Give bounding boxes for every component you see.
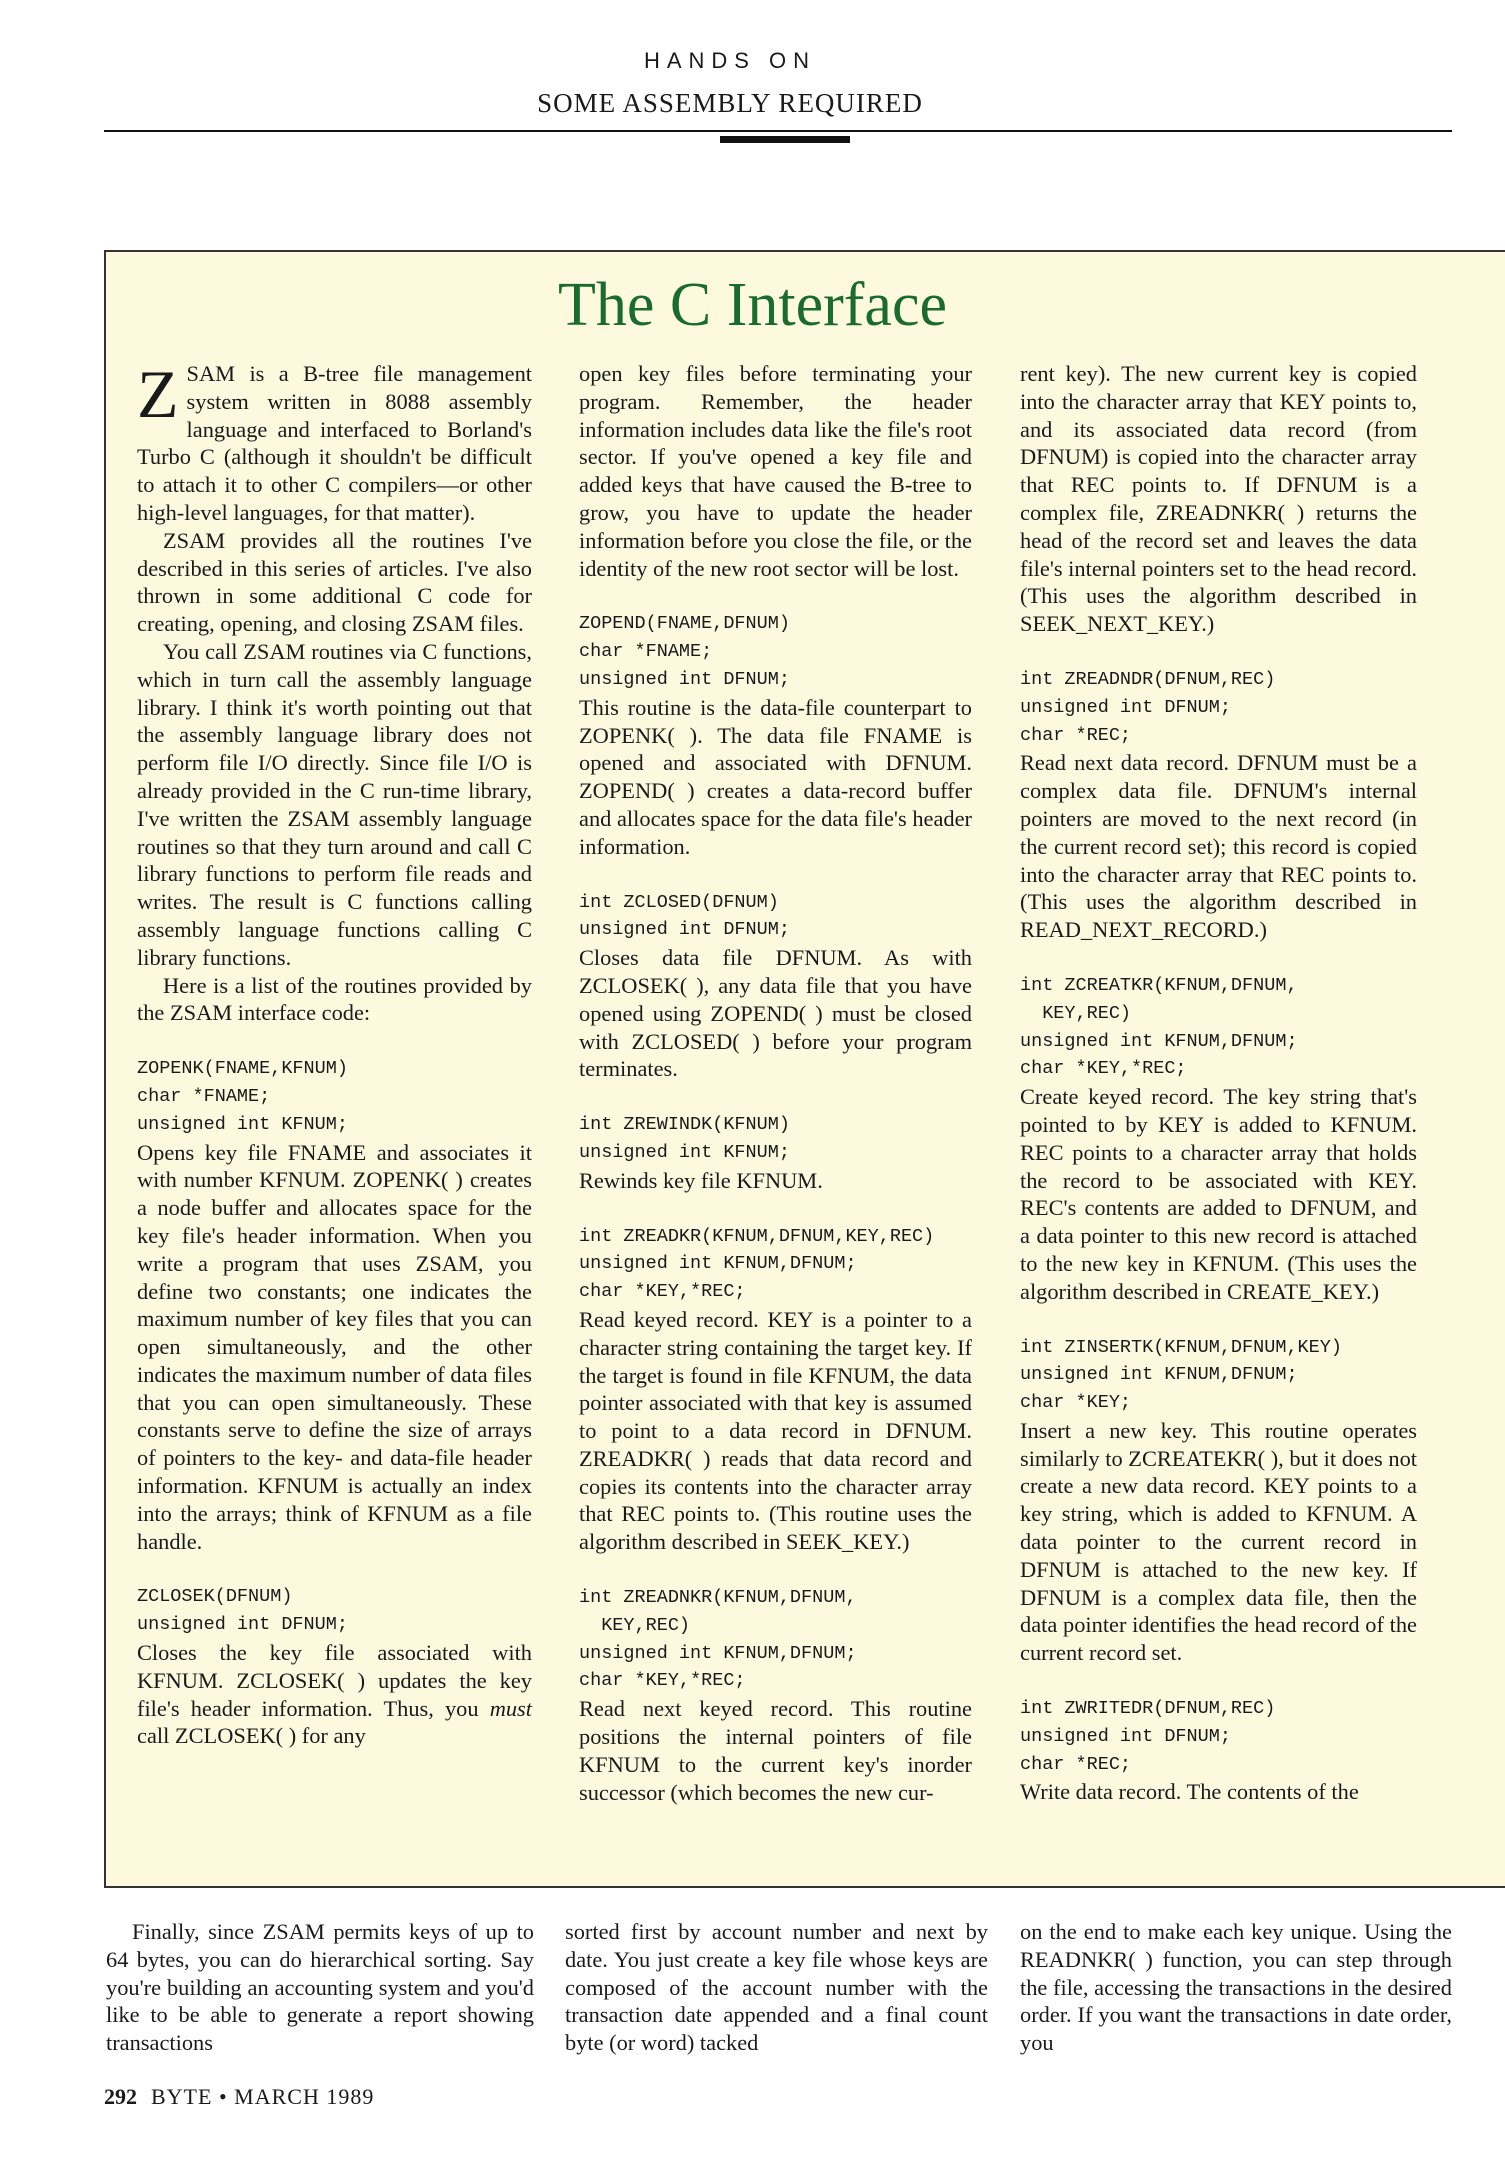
paragraph: Here is a list of the routines provided by the ZSAM interface code:: [137, 972, 532, 1026]
code-zinsertk: int ZINSERTK(KFNUM,DFNUM,KEY) unsigned int KFNUM,DFNUM; char *KEY;: [1020, 1336, 1342, 1414]
body-column-2: sorted first by account number and next by date. You just create a key file whose keys are composed of the account number with the transaction date appended and a final count byte (or word) tacked: [565, 1919, 988, 2056]
code-zopend: ZOPEND(FNAME,DFNUM) char *FNAME; unsigned int DFNUM;: [579, 613, 790, 690]
desc-zopend: This routine is the data-file counterpart to ZOPENK( ). The data file FNAME is opened and associated with DFNUM. ZOPEND( ) creates a data-record buffer and allocates space for the data file's header information.: [579, 694, 972, 859]
code-zrewindk: int ZREWINDK(KFNUM) unsigned int KFNUM;: [579, 1114, 790, 1163]
sidebar-column-3: [1020, 360, 1417, 1806]
sidebar-title: The C Interface: [558, 271, 947, 339]
body-column-1: Finally, since ZSAM permits keys of up to 64 bytes, you can do hierarchical sorting. Say you're building an accounting system and you'd like to be able to generate a report showing transactions: [106, 1919, 534, 2056]
paragraph: rent key). The new current key is copied into the character array that KEY points to, and its associated data record (from DFNUM) is copied into the character array that REC points to. If DFNUM is a complex file, ZREADNKR( ) returns the head of the record set and leaves the data file's internal pointers set to the head record. (This uses the algorithm described in SEEK_NEXT_KEY.): [1020, 361, 1417, 637]
desc-zrewindk: Rewinds key file KFNUM.: [579, 1167, 823, 1193]
desc-zwritedr: Write data record. The contents of the: [1020, 1779, 1359, 1805]
intro-paragraph: ZSAM is a B-tree file management system written in 8088 assembly language and interfaced to Borland's Turbo C (although it shouldn't be difficult to attach it to other C compilers—or other high-level languages, for that matter).: [137, 356, 532, 525]
desc-zcreatkr: Create keyed record. The key string that's pointed to by KEY is added to KFNUM. REC points to a character array that holds the record to be associated with KEY. REC's contents are added to DFNUM, and a data pointer to this new record is attached to the new key in KFNUM. (This uses the algorithm described in CREATE_KEY.): [1020, 1084, 1417, 1304]
paragraph: ZSAM provides all the routines I've described in this series of articles. I've also thrown in some additional C code for creating, opening, and closing ZSAM files.: [137, 527, 532, 637]
sidebar-column-1: [137, 356, 532, 1750]
desc-zreadndr: Read next data record. DFNUM must be a complex data file. DFNUM's internal pointers are moved to the next record (in the current record set); this record is copied into the character array that REC points to. (This uses the algorithm described in READ_NEXT_RECORD.): [1020, 750, 1417, 943]
code-zclosek: ZCLOSEK(DFNUM) unsigned int DFNUM;: [137, 1586, 348, 1636]
body-column-3: on the end to make each key unique. Using the READNKR( ) function, you can step through the file, accessing the transactions in the desired order. If you want the transactions in date order, you: [1020, 1919, 1452, 2056]
drop-cap: Z: [137, 356, 179, 432]
paragraph: You call ZSAM routines via C functions, which in turn call the assembly language library. I think it's worth pointing out that the assembly language library does not perform file I/O directly. Since file I/O is already provided in the C run-time library, I've written the ZSAM assembly language routines so that they turn around and call C library functions to perform file reads and writes. The result is C functions calling assembly language functions calling C library functions.: [137, 638, 532, 970]
section-title: SOME ASSEMBLY REQUIRED: [537, 88, 923, 118]
code-zclosed: int ZCLOSED(DFNUM) unsigned int DFNUM;: [579, 891, 790, 941]
header-rule-bar: [720, 136, 850, 143]
section-kicker: HANDS ON: [643, 48, 817, 73]
sidebar-column-2: [579, 360, 972, 1806]
header-rule: [104, 130, 1452, 132]
code-zopenk: ZOPENK(FNAME,KFNUM) char *FNAME; unsigned int KFNUM;: [137, 1058, 348, 1135]
desc-zreadnkr: Read next keyed record. This routine positions the internal pointers of file KFNUM to the current key's inorder successor (which becomes the new cur-: [579, 1696, 972, 1805]
code-zreadndr: int ZREADNDR(DFNUM,REC) unsigned int DFNUM; char *REC;: [1020, 668, 1276, 746]
paragraph: open key files before terminating your program. Remember, the header information includes data like the file's root sector. If you've opened a key file and added keys that have caused the B-tree to grow, you have to update the header information before you close the file, or the identity of the new root sector will be lost.: [579, 361, 972, 581]
code-zcreatkr: int ZCREATKR(KFNUM,DFNUM, KEY,REC) unsigned int KFNUM,DFNUM; char *KEY,*REC;: [1020, 974, 1298, 1080]
desc-zinsertk: Insert a new key. This routine operates similarly to ZCREATEKR( ), but it does not create a new data record. KEY points to a key string, which is added to KFNUM. A data pointer to the current record in DFNUM is attached to the new key. If DFNUM is a complex data file, then the data pointer identifies the head record of the current record set.: [1020, 1417, 1417, 1666]
desc-zclosed: Closes data file DFNUM. As with ZCLOSEK( ), any data file that you have opened using ZOPEND( ) must be closed with ZCLOSED( ) before your program terminates.: [579, 945, 972, 1082]
code-zwritedr: int ZWRITEDR(DFNUM,REC) unsigned int DFNUM; char *REC;: [1020, 1698, 1276, 1775]
page-footer: [104, 2084, 374, 2110]
page-number: 292: [104, 2084, 137, 2109]
code-zreadnkr: int ZREADNKR(KFNUM,DFNUM, KEY,REC) unsigned int KFNUM,DFNUM; char *KEY,*REC;: [579, 1587, 857, 1692]
publication-line: BYTE • MARCH 1989: [151, 2084, 375, 2109]
desc-zclosek: Closes the key file associated with KFNUM. ZCLOSEK( ) updates the key file's header information. Thus, you must call ZCLOSEK( ) for any: [137, 1640, 532, 1749]
desc-zreadkr: Read keyed record. KEY is a pointer to a character string containing the target key. If the target is found in file KFNUM, the data pointer associated with that key is assumed to point to a data record in DFNUM. ZREADKR( ) reads that data record and copies its contents into the character array that REC points to. (This routine uses the algorithm described in SEEK_KEY.): [579, 1306, 972, 1555]
code-zreadkr: int ZREADKR(KFNUM,DFNUM,KEY,REC) unsigned int KFNUM,DFNUM; char *KEY,*REC;: [579, 1225, 935, 1303]
desc-zopenk: Opens key file FNAME and associates it with number KFNUM. ZOPENK( ) creates a node buffer and allocates space for the key file's header information. When you write a program that uses ZSAM, you define two constants; one indicates the maximum number of key files that you can open simultaneously, and the other indicates the maximum number of data files that you can open simultaneously. These constants serve to define the size of arrays of pointers to the key- and data-file header information. KFNUM is actually an index into the arrays; think of KFNUM as a file handle.: [137, 1139, 532, 1554]
